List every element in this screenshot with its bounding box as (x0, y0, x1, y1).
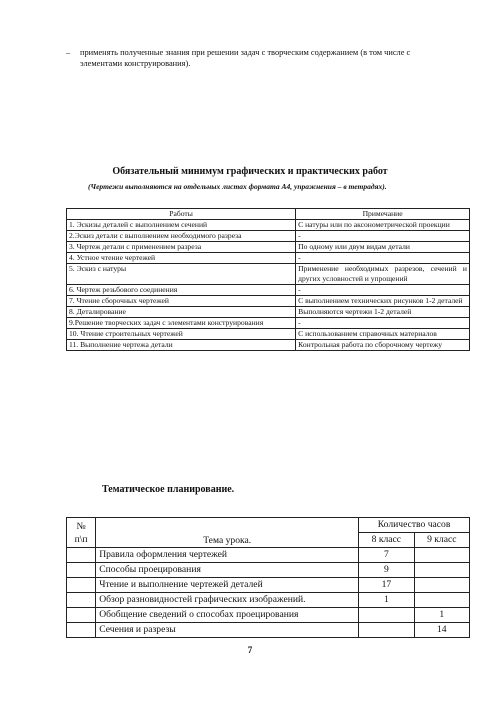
work-note-cell: - (296, 253, 470, 264)
plan-table-row (67, 623, 470, 638)
plan-row-topic: Обобщение сведений о способах проецирования (96, 608, 359, 623)
work-note-cell: Применение необходимых разрезов, сечений и других условностей и упрощений (296, 264, 470, 285)
plan-row-num (67, 623, 96, 638)
plan-row-num (67, 608, 96, 623)
plan-table (66, 517, 470, 638)
works-table-row (67, 329, 470, 340)
work-name-cell: 9.Решение творческих задач с элементами конструирования (67, 318, 296, 329)
plan-row-grade9: 14 (414, 623, 469, 638)
works-table-row (67, 340, 470, 351)
work-name-cell: 4. Устное чтение чертежей (67, 253, 296, 264)
work-note-cell: - (296, 318, 470, 329)
work-name-cell: 2.Эскиз детали с выполнением необходимого разреза (67, 231, 296, 242)
work-note-cell: - (296, 231, 470, 242)
work-name-cell: 7. Чтение сборочных чертежей (67, 296, 296, 307)
work-name-cell: 8. Деталирование (67, 307, 296, 318)
bullet-marker: – (66, 48, 71, 57)
work-note-cell: С натуры или по аксонометрической проекции (296, 220, 470, 231)
plan-row-topic: Способы проецирования (96, 563, 359, 578)
plan-row-grade8: 9 (359, 563, 414, 578)
plan-table-row (67, 593, 470, 608)
plan-section-title: Тематическое планирование. (102, 484, 235, 495)
plan-row-grade9 (414, 593, 469, 608)
plan-table-row (67, 608, 470, 623)
plan-header-row (67, 518, 470, 533)
plan-row-grade8: 1 (359, 593, 414, 608)
plan-row-num (67, 578, 96, 593)
work-name-cell: 1. Эскизы деталей с выполнением сечений (67, 220, 296, 231)
plan-row-grade9 (414, 578, 469, 593)
plan-header-grade8: 8 класс (359, 533, 414, 548)
work-note-cell: По одному или двум видам детали (296, 242, 470, 253)
work-note-cell: С использованием справочных материалов (296, 329, 470, 340)
plan-row-topic: Правила оформления чертежей (96, 548, 359, 563)
plan-row-grade9 (414, 548, 469, 563)
plan-row-topic: Сечения и разрезы (96, 623, 359, 638)
plan-row-num (67, 548, 96, 563)
works-table-header-row (67, 209, 470, 220)
work-name-cell: 6. Чертеж резьбового соединения (67, 285, 296, 296)
works-table-row (67, 264, 470, 285)
works-section-note: (Чертежи выполняются на отдельных листах формата А4, упражнения – в тетрадях). (88, 182, 387, 191)
works-table-row (67, 296, 470, 307)
works-table-row (67, 242, 470, 253)
works-header-works: Работы (67, 209, 296, 220)
works-table-row (67, 231, 470, 242)
plan-row-grade8 (359, 623, 414, 638)
works-table-row (67, 285, 470, 296)
work-note-cell: - (296, 285, 470, 296)
work-name-cell: 3. Чертеж детали с применением разреза (67, 242, 296, 253)
plan-row-num (67, 563, 96, 578)
works-table-row (67, 220, 470, 231)
work-name-cell: 11. Выполнение чертежа детали (67, 340, 296, 351)
plan-table-row (67, 578, 470, 593)
plan-row-grade9 (414, 563, 469, 578)
works-table-row (67, 307, 470, 318)
works-table-row (67, 318, 470, 329)
bullet-item (66, 47, 446, 69)
plan-header-hours: Количество часов (359, 518, 470, 533)
plan-header-num: № п\п (67, 518, 96, 548)
work-name-cell: 5. Эскиз с натуры (67, 264, 296, 285)
works-table-row (67, 253, 470, 264)
plan-table-row (67, 563, 470, 578)
plan-header-topic: Тема урока. (96, 518, 359, 548)
plan-row-grade8: 7 (359, 548, 414, 563)
work-note-cell: С выполнением технических рисунков 1-2 деталей (296, 296, 470, 307)
work-note-cell: Выполняются чертежи 1-2 деталей (296, 307, 470, 318)
plan-row-topic: Чтение и выполнение чертежей деталей (96, 578, 359, 593)
works-header-note: Примечание (296, 209, 470, 220)
works-section-title: Обязательный минимум графических и практических работ (112, 166, 388, 177)
plan-table-row (67, 548, 470, 563)
plan-row-num (67, 593, 96, 608)
plan-row-grade8: 17 (359, 578, 414, 593)
bullet-text: применять полученные знания при решении задач с творческим содержанием (в том числе с элементами конструирования). (80, 48, 411, 68)
work-name-cell: 10. Чтение строительных чертежей (67, 329, 296, 340)
plan-row-grade8 (359, 608, 414, 623)
plan-row-topic: Обзор разновидностей графических изображений. (96, 593, 359, 608)
page-number: 7 (247, 645, 253, 655)
work-note-cell: Контрольная работа по сборочному чертежу (296, 340, 470, 351)
plan-row-grade9: 1 (414, 608, 469, 623)
plan-header-grade9: 9 класс (414, 533, 469, 548)
works-table (66, 208, 470, 351)
